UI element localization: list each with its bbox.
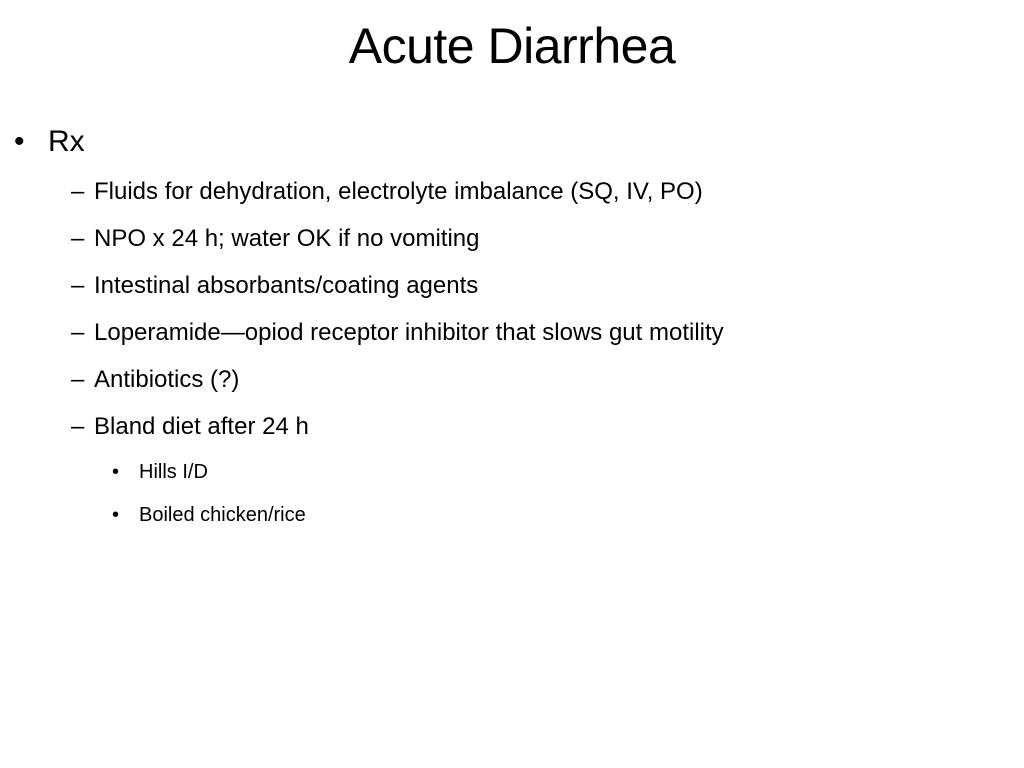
- sub-sub-bullet-hills: [112, 459, 208, 485]
- dash-marker: –: [71, 319, 85, 346]
- dash-marker: –: [71, 413, 85, 440]
- sub-bullet-text: Bland diet after 24 h: [94, 413, 309, 440]
- dash-marker: –: [71, 366, 85, 393]
- sub-bullet-text: Fluids for dehydration, electrolyte imbalance (SQ, IV, PO): [94, 178, 703, 205]
- sub-sub-bullet-chicken-rice: [112, 502, 306, 528]
- sub-sub-bullet-text: Hills I/D: [139, 461, 208, 483]
- sub-bullet-text: Antibiotics (?): [94, 366, 240, 393]
- sub-bullet-text: Intestinal absorbants/coating agents: [94, 272, 479, 299]
- sub-bullet-absorbants: [71, 271, 478, 301]
- sub-bullet-fluids: [71, 177, 703, 207]
- sub-bullet-text: NPO x 24 h; water OK if no vomiting: [94, 225, 480, 252]
- sub-sub-bullet-text: Boiled chicken/rice: [139, 504, 306, 526]
- bullet-marker: •: [14, 125, 25, 158]
- sub-bullet-npo: [71, 224, 480, 254]
- bullet-text: Rx: [48, 125, 85, 158]
- bullet-level1-rx: [14, 124, 85, 160]
- slide-title: Acute Diarrhea: [348, 18, 676, 74]
- dash-marker: –: [71, 225, 85, 252]
- sub-bullet-antibiotics: [71, 365, 239, 395]
- bullet-marker: •: [112, 504, 120, 526]
- sub-bullet-loperamide: [71, 318, 724, 348]
- dash-marker: –: [71, 272, 85, 299]
- bullet-marker: •: [112, 461, 120, 483]
- sub-bullet-text: Loperamide—opiod receptor inhibitor that slows gut motility: [94, 319, 724, 346]
- sub-bullet-bland-diet: [71, 412, 309, 442]
- dash-marker: –: [71, 178, 85, 205]
